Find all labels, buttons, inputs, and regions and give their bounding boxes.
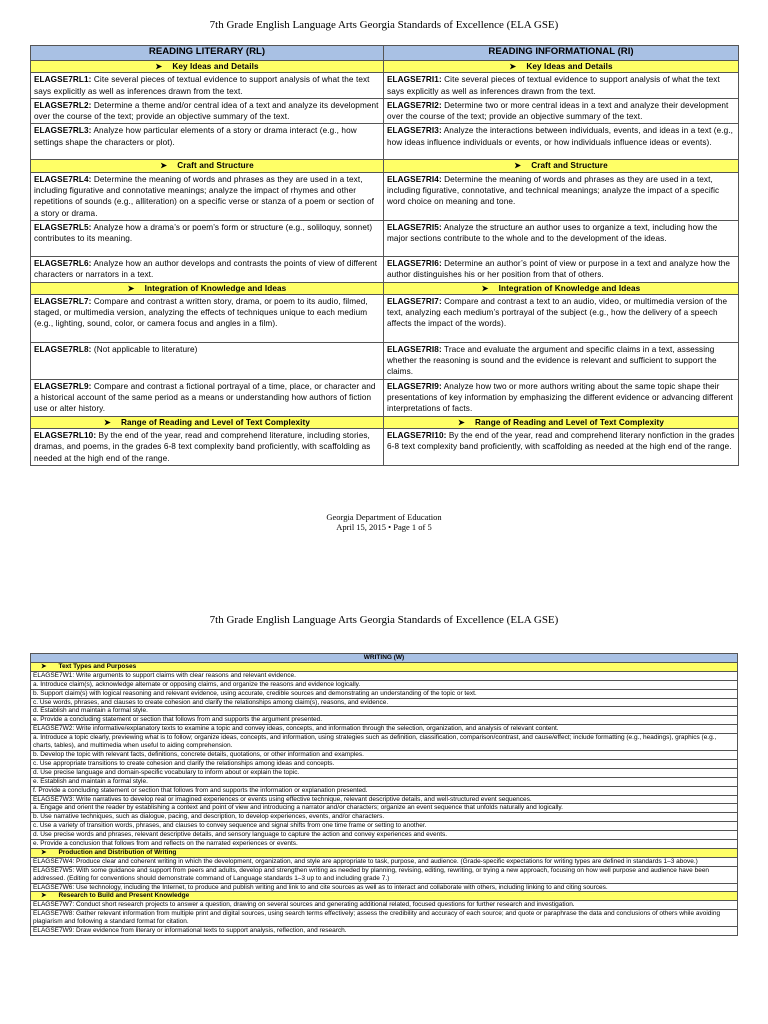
standard-cell	[31, 342, 384, 379]
standard-row: ELAGSE7W8: Gather relevant information from multiple print and digital sources, using search terms effectively; assess the credibility and accuracy of each source; and quote or paraphrase the data and conclusions of others while avoiding plagiarism and following a standard format for citation.	[31, 910, 738, 927]
standard-code: ELAGSE7RI6:	[387, 258, 442, 268]
standard-row: ELAGSE7W2: Write informative/explanatory texts to examine a topic and convey ideas, concepts, and information through the selection, organization, and analysis of relevant content.	[31, 725, 738, 734]
arrow-right-icon: ➤	[514, 161, 522, 171]
section-heading: ➤ Craft and Structure	[31, 160, 384, 172]
standard-code: ELAGSE7RI1:	[387, 75, 442, 85]
standard-row: c. Use words, phrases, and clauses to create cohesion and clarify the relationships among claim(s), reasons, and evidence.	[31, 698, 738, 707]
standard-cell	[384, 342, 739, 379]
standard-text: Determine two or more central ideas in a text and analyze their development over the course of the text; provide an objective summary of the text.	[387, 100, 729, 122]
arrow-right-icon: ➤	[509, 62, 517, 71]
standard-cell	[384, 294, 739, 342]
footer-date-page: April 15, 2015 • Page 1 of 5	[336, 522, 432, 532]
section-heading: ➤ Integration of Knowledge and Ideas	[384, 282, 739, 294]
arrow-right-icon: ➤	[41, 892, 47, 900]
standard-text: Determine the meaning of words and phrases as they are used in a text, including figurative, connotative, and technical meanings; analyze the impact of a specific word choice on meaning and tone.	[387, 174, 720, 207]
standard-row: d. Establish and maintain a formal style.	[31, 707, 738, 716]
standard-text: Analyze the interactions between individuals, events, and ideas in a text (e.g., how ideas influence individuals or events, or how individuals influence ideas or events).	[387, 126, 734, 147]
standard-row: ELAGSE7W9: Draw evidence from literary or informational texts to support analysis, reflection, and research.	[31, 927, 738, 936]
standard-text: Analyze how a drama’s or poem’s form or structure (e.g., soliloquy, sonnet) contributes to its meaning.	[34, 222, 373, 244]
standard-cell	[384, 124, 739, 160]
standard-cell	[384, 256, 739, 282]
standard-cell	[384, 379, 739, 416]
section-heading: ➤ Research to Build and Present Knowledge	[31, 892, 738, 901]
standard-row: ELAGSE7W5: With some guidance and support from peers and adults, develop and strengthen writing as needed by planning, revising, editing, rewriting, or trying a new approach, focusing on how well purpose and audience have been addressed. (Editing for conventions should demonstrate command of Language standards 1–3 up to and including grade 7.)	[31, 866, 738, 883]
column-header-reading-literary: READING LITERARY (RL)	[31, 46, 384, 61]
standard-text: Analyze how an author develops and contrasts the points of view of different characters or narrators in a text.	[34, 258, 378, 280]
standard-code: ELAGSE7RL9:	[34, 381, 92, 391]
standard-text: Analyze the structure an author uses to organize a text, including how the major sections contribute to the whole and to the development of the ideas.	[387, 222, 718, 244]
standard-cell	[31, 294, 384, 342]
standard-code: ELAGSE7RL1:	[34, 75, 92, 85]
standard-text: Analyze how particular elements of a story or drama interact (e.g., how settings shape the characters or plot).	[34, 126, 357, 147]
standard-row: a. Engage and orient the reader by establishing a context and point of view and introducing a narrator and/or characters; organize an event sequence that unfolds naturally and logically.	[31, 804, 738, 813]
standard-text: Compare and contrast a text to an audio, video, or multimedia version of the text, analyzing each medium’s portrayal of the subject (e.g., how the delivery of a speech affects the impact of the words).	[387, 296, 728, 329]
standard-text: (Not applicable to literature)	[93, 344, 198, 354]
standard-text: Trace and evaluate the argument and specific claims in a text, assessing whether the reasoning is sound and the evidence is relevant and sufficient to support the claims.	[387, 344, 717, 377]
standard-code: ELAGSE7RI5:	[387, 222, 442, 232]
standard-row: b. Develop the topic with relevant facts, definitions, concrete details, quotations, or other information and examples.	[31, 750, 738, 759]
standard-cell	[384, 220, 739, 256]
standard-code: ELAGSE7RI10:	[387, 430, 447, 440]
arrow-right-icon: ➤	[103, 417, 111, 427]
standard-code: ELAGSE7RI4:	[387, 174, 442, 184]
standard-code: ELAGSE7RI7:	[387, 296, 442, 306]
arrow-right-icon: ➤	[457, 417, 465, 427]
writing-header: WRITING (W)	[31, 654, 738, 663]
standard-code: ELAGSE7RL8:	[34, 344, 92, 354]
standard-cell	[31, 428, 384, 465]
standard-text: By the end of the year, read and comprehend literature, including stories, dramas, and poems, in the grades 6-8 text complexity band proficiently, with scaffolding as needed at the high end of the range.	[34, 430, 371, 463]
standard-row: ELAGSE7W6: Use technology, including the Internet, to produce and publish writing and link to and cite sources as well as to interact and collaborate with others, including linking to and citing sources.	[31, 883, 738, 892]
writing-standards-table	[30, 653, 738, 936]
standard-cell	[384, 428, 739, 465]
standard-text: Compare and contrast a written story, drama, or poem to its audio, filmed, staged, or multimedia version, analyzing the effects of techniques unique to each medium (e.g., lighting, sound, color, or camera focus and angles in a film).	[34, 296, 368, 329]
arrow-right-icon: ➤	[481, 283, 489, 293]
section-heading: ➤ Range of Reading and Level of Text Complexity	[384, 416, 739, 428]
standard-code: ELAGSE7RL5:	[34, 222, 92, 232]
standard-code: ELAGSE7RL10:	[34, 430, 97, 440]
standard-cell	[384, 73, 739, 99]
standard-text: Compare and contrast a fictional portrayal of a time, place, or character and a historical account of the same period as a means or understanding how authors of fiction use or alter history.	[34, 381, 376, 414]
arrow-right-icon: ➤	[155, 62, 163, 71]
standard-row: d. Use precise language and domain-specific vocabulary to inform about or explain the topic.	[31, 768, 738, 777]
section-heading: ➤ Production and Distribution of Writing	[31, 848, 738, 857]
standard-row: ELAGSE7W3: Write narratives to develop real or imagined experiences or events using effective technique, relevant descriptive details, and well-structured event sequences.	[31, 795, 738, 804]
standard-code: ELAGSE7RL2:	[34, 100, 92, 110]
standard-text: Determine the meaning of words and phrases as they are used in a text, including figurative and connotative meanings; analyze the impact of rhymes and other repetitions of sounds (e.g., alliteration) on a specific verse or stanza of a poem or section of a story or drama.	[34, 174, 375, 218]
standard-row: ELAGSE7W4: Produce clear and coherent writing in which the development, organization, and style are appropriate to task, purpose, and audience. (Grade-specific expectations for writing types are defined in standards 1–3 above.)	[31, 857, 738, 866]
section-heading: ➤ Key Ideas and Details	[31, 61, 384, 73]
standard-code: ELAGSE7RL4:	[34, 174, 92, 184]
standard-row: b. Support claim(s) with logical reasoning and relevant evidence, using accurate, credible sources and demonstrating an understanding of the topic or text.	[31, 689, 738, 698]
page-footer	[0, 512, 768, 532]
standard-row: ELAGSE7W1: Write arguments to support claims with clear reasons and relevant evidence.	[31, 671, 738, 680]
page-title: 7th Grade English Language Arts Georgia Standards of Excellence (ELA GSE)	[209, 19, 559, 31]
standard-code: ELAGSE7RL6:	[34, 258, 92, 268]
standard-text: By the end of the year, read and comprehend literary nonfiction in the grades 6-8 text complexity band proficiently, with scaffolding as needed at the high end of the range.	[387, 430, 735, 452]
section-heading: ➤ Text Types and Purposes	[31, 662, 738, 671]
standard-row: e. Provide a conclusion that follows from and reflects on the narrated experiences or events.	[31, 840, 738, 849]
standard-cell	[31, 256, 384, 282]
footer-department: Georgia Department of Education	[326, 512, 442, 522]
standard-row: a. Introduce a topic clearly, previewing what is to follow; organize ideas, concepts, and information, using strategies such as definition, classification, comparison/contrast, and cause/effect; include formatting (e.g., headings), graphics (e.g., charts, tables), and multimedia when useful to aiding comprehension.	[31, 734, 738, 751]
column-header-reading-informational: READING INFORMATIONAL (RI)	[384, 46, 739, 61]
standard-code: ELAGSE7RI8:	[387, 344, 442, 354]
standard-row: e. Provide a concluding statement or section that follows from and supports the argument presented.	[31, 716, 738, 725]
standard-row: f. Provide a concluding statement or section that follows from and supports the information or explanation presented.	[31, 786, 738, 795]
standard-text: Determine a theme and/or central idea of a text and analyze its development over the course of the text; provide an objective summary of the text.	[34, 100, 379, 122]
standard-row: a. Introduce claim(s), acknowledge alternate or opposing claims, and organize the reasons and evidence logically.	[31, 680, 738, 689]
standard-cell	[31, 73, 384, 99]
standard-text: Determine an author’s point of view or purpose in a text and analyze how the author distinguishes his or her position from that of others.	[387, 258, 731, 280]
standard-row: d. Use precise words and phrases, relevant descriptive details, and sensory language to capture the action and convey experiences and events.	[31, 831, 738, 840]
standard-code: ELAGSE7RI2:	[387, 100, 442, 110]
standard-cell	[384, 98, 739, 124]
standard-text: Cite several pieces of textual evidence to support analysis of what the text says explicitly as well as inferences drawn from the text.	[387, 75, 720, 96]
standard-cell	[384, 172, 739, 220]
reading-standards-table	[30, 45, 739, 466]
standard-row: b. Use narrative techniques, such as dialogue, pacing, and description, to develop experiences, events, and/or characters.	[31, 813, 738, 822]
arrow-right-icon: ➤	[41, 848, 47, 856]
standard-cell	[31, 220, 384, 256]
section-heading: ➤ Key Ideas and Details	[384, 61, 739, 73]
standard-code: ELAGSE7RL3:	[34, 126, 92, 136]
standard-cell	[31, 124, 384, 160]
page-title-2: 7th Grade English Language Arts Georgia Standards of Excellence (ELA GSE)	[209, 614, 559, 626]
standard-code: ELAGSE7RI9:	[387, 381, 442, 391]
standard-code: ELAGSE7RI3:	[387, 126, 442, 136]
standard-text: Cite several pieces of textual evidence to support analysis of what the text says explicitly as well as inferences drawn from the text.	[34, 75, 370, 96]
standard-code: ELAGSE7RL7:	[34, 296, 92, 306]
section-heading: ➤ Integration of Knowledge and Ideas	[31, 282, 384, 294]
arrow-right-icon: ➤	[41, 662, 47, 670]
standard-cell	[31, 379, 384, 416]
standard-text: Analyze how two or more authors writing about the same topic shape their presentations of key information by emphasizing the different evidence or advancing different interpretations of facts.	[387, 381, 733, 414]
standard-row: e. Establish and maintain a formal style.	[31, 777, 738, 786]
arrow-right-icon: ➤	[127, 283, 135, 293]
standard-cell	[31, 98, 384, 124]
arrow-right-icon: ➤	[160, 161, 168, 171]
standard-row: c. Use a variety of transition words, phrases, and clauses to convey sequence and signal shifts from one time frame or setting to another.	[31, 822, 738, 831]
standard-cell	[31, 172, 384, 220]
standard-row: c. Use appropriate transitions to create cohesion and clarify the relationships among ideas and concepts.	[31, 759, 738, 768]
section-heading: ➤ Craft and Structure	[384, 160, 739, 172]
section-heading: ➤ Range of Reading and Level of Text Complexity	[31, 416, 384, 428]
standard-row: ELAGSE7W7: Conduct short research projects to answer a question, drawing on several sources and generating additional related, focused questions for further research and investigation.	[31, 901, 738, 910]
